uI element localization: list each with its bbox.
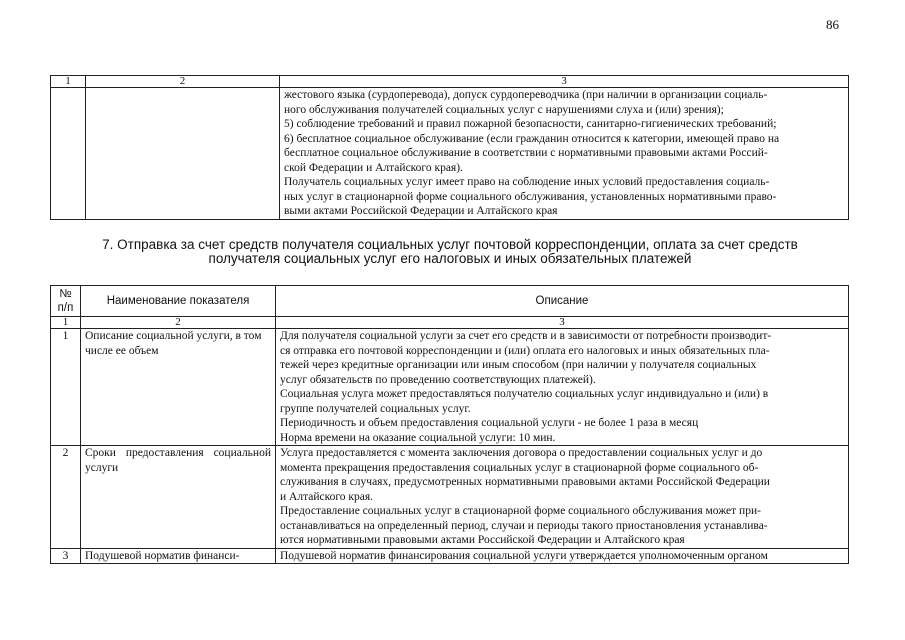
table-row	[51, 329, 849, 446]
table-row	[51, 446, 849, 549]
text-line: Социальная услуга может предоставляться получателю социальных услуг индивидуально и (или) в	[280, 388, 769, 400]
section-title-line: получателя социальных услуг его налоговых и иных обязательных платежей	[208, 251, 692, 266]
service-table	[50, 285, 849, 564]
text-line: выми актами Российской Федерации и Алтайского края	[284, 205, 558, 217]
column-number: 1	[51, 76, 86, 88]
header-description: Описание	[276, 286, 849, 317]
text-line: Норма времени на оказание социальной услуги: 10 мин.	[280, 431, 556, 444]
row-description	[276, 548, 849, 564]
text-line: ного обслуживания получателей социальных услуг с нарушениями слуха и (или) зрения);	[284, 103, 724, 116]
column-number: 1	[51, 317, 81, 329]
text-line: ются нормативными правовыми актами Российской Федерации и Алтайского края	[280, 534, 685, 546]
text-line: Периодичность и объем предоставления социальной услуги - не более 1 раза в месяц	[280, 417, 699, 429]
column-number-row	[51, 76, 849, 88]
row-number: 1	[51, 329, 81, 446]
description-cell	[280, 88, 849, 220]
header-num: № п/п	[51, 286, 81, 317]
text-line: служивания в случаях, предусмотренных нормативными правовыми актами Российской Федерации	[280, 476, 770, 488]
text-line: тежей через кредитные организации или иным способом (при наличии у получателя социальных	[280, 359, 757, 371]
text-line: 5) соблюдение требований и правил пожарной безопасности, санитарно-гигиенических требований;	[284, 118, 777, 130]
text-line: ся отправка его почтовой корреспонденции и (или) оплата его налоговых и иных обязательных пла-	[280, 344, 770, 357]
text-line: ской Федерации и Алтайского края).	[284, 161, 463, 174]
page-number: 86	[826, 17, 839, 32]
table-row	[51, 548, 849, 564]
text-line: останавливаться на определенный период, случаи и периоды такого приостановления устанавлива-	[280, 519, 768, 532]
table-row	[51, 88, 849, 220]
text-line: Подушевой норматив финансирования социальной услуги утверждается уполномоченным органом	[280, 549, 768, 562]
row-name: Подушевой норматив финанси-	[81, 548, 276, 564]
text-line: жестового языка (сурдоперевода), допуск сурдопереводчика (при наличии в организации социаль-	[284, 89, 768, 101]
row-number: 3	[51, 548, 81, 564]
header-name: Наименование показателя	[81, 286, 276, 317]
column-number: 2	[86, 76, 280, 88]
text-line: Получатель социальных услуг имеет право на соблюдение иных условий предоставления социаль-	[284, 176, 770, 188]
row-name: Описание социальной услуги, в том числе ее объем	[81, 329, 276, 446]
column-number: 3	[276, 317, 849, 329]
text-line: Для получателя социальной услуги за счет его средств и в зависимости от потребности производит-	[280, 330, 772, 342]
text-line: 6) бесплатное социальное обслуживание (если гражданин относится к категории, имеющей право на	[284, 132, 780, 145]
name-cell	[86, 88, 280, 220]
continuation-table	[50, 75, 849, 220]
column-number: 3	[280, 76, 849, 88]
text-line: Предоставление социальных услуг в стационарной форме социального обслуживания может при-	[280, 505, 761, 517]
text-line: ных услуг в стационарной форме социального обслуживания, установленных нормативными право-	[284, 190, 777, 203]
text-line: услуг обязательств по проведению соответствующих платежей).	[280, 373, 596, 386]
text-line: группе получателей социальных услуг.	[280, 402, 471, 415]
column-number: 2	[81, 317, 276, 329]
row-number: 2	[51, 446, 81, 549]
row-name: Сроки предоставления социальной услуги	[81, 446, 276, 549]
row-description	[276, 446, 849, 549]
header-row	[51, 286, 849, 317]
text-line: бесплатное социальное обслуживание в соответствии с нормативными правовыми актами Россий-	[284, 147, 768, 159]
text-line: момента прекращения предоставления социальных услуг в стационарной форме социального об-	[280, 461, 759, 474]
column-number-row	[51, 317, 849, 329]
text-line: Услуга предоставляется с момента заключения договора о предоставлении социальных услуг и до	[280, 447, 763, 459]
text-line: и Алтайского края.	[280, 490, 374, 503]
section-title	[60, 238, 840, 266]
num-cell	[51, 88, 86, 220]
section-title-line: 7. Отправка за счет средств получателя социальных услуг почтовой корреспонденции, оплата за счет средств	[102, 237, 798, 252]
row-description	[276, 329, 849, 446]
